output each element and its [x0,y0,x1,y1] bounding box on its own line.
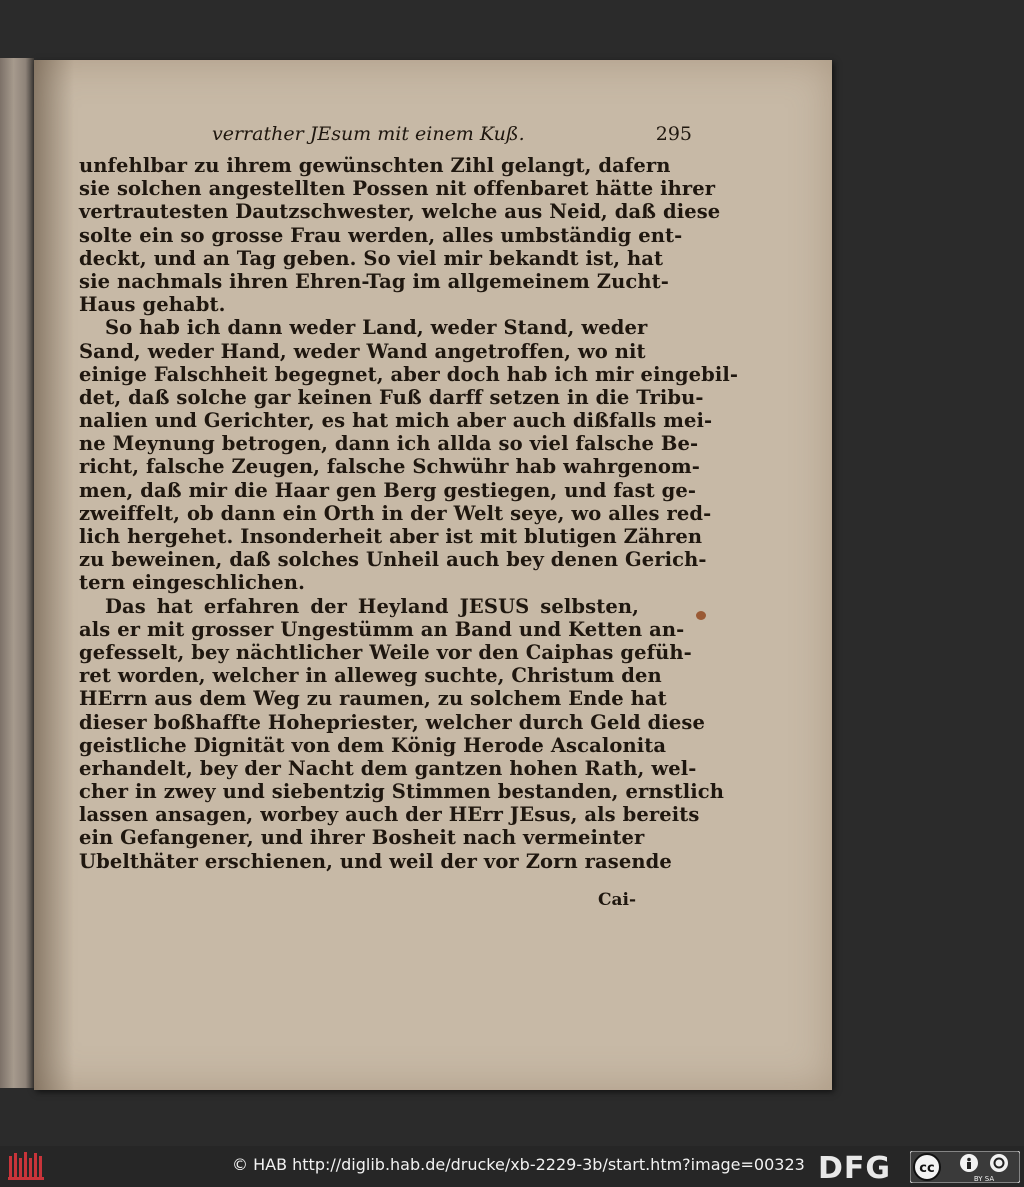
text-line: erhandelt, bey der Nacht dem gantzen hohen Rath, wel- [79,756,697,780]
text-line: gefesselt, bey nächtlicher Weile vor den Caiphas gefüh- [79,640,692,664]
text-line: Ubelthäter erschienen, und weil der vor Zorn rasende [79,849,672,873]
footer-bar [0,1146,1024,1187]
book-page [34,60,832,1090]
text-line: men, daß mir die Haar gen Berg gestiegen, und fast ge- [79,478,697,502]
text-line: cher in zwey und siebentzig Stimmen bestanden, ernstlich [79,780,725,804]
page-body-text [79,154,739,873]
running-head: verrather JEsum mit einem Kuß. [212,123,525,145]
catchword: Cai- [597,890,636,910]
text-line: So hab ich dann weder Land, weder Stand, weder [105,316,648,340]
text-line: solte ein so grosse Frau werden, alles umbständig ent- [79,223,683,247]
copyright-link[interactable]: © HAB http://diglib.hab.de/drucke/xb-2229-3b/start.htm?image=00323 [232,1155,805,1174]
text-line: zweiffelt, ob dann ein Orth in der Welt seye, wo alles red- [79,501,712,525]
facing-page-edge [0,58,34,1088]
page-number: 295 [655,123,692,145]
text-line: lich hergehet. Insonderheit aber ist mit blutigen Zähren [79,525,703,548]
text-line: einige Falschheit begegnet, aber doch hab ich mir eingebil- [79,362,739,386]
text-line: Sand, weder Hand, weder Wand angetroffen, wo nit [79,339,646,363]
text-line: sie nachmals ihren Ehren-Tag im allgemeinem Zucht- [79,269,669,293]
text-line: geistliche Dignität von dem König Herode Ascalonita [79,733,667,757]
cc-by-sa-license-icon[interactable] [910,1151,1020,1183]
text-line: deckt, und an Tag geben. So viel mir bekandt ist, hat [79,246,664,270]
paper-stain [696,611,706,620]
text-line: Das hat erfahren der Heyland JESUS selbsten, [105,594,639,618]
text-line: ne Meynung betrogen, dann ich allda so viel falsche Be- [79,432,699,456]
hab-logo-icon[interactable] [6,1150,48,1182]
text-line: Haus gehabt. [79,293,226,317]
text-line: HErrn aus dem Weg zu raumen, zu solchem Ende hat [79,687,667,711]
dfg-logo[interactable]: DFG [818,1151,892,1186]
text-line: det, daß solche gar keinen Fuß darff setzen in die Tribu- [79,385,704,409]
text-line: unfehlbar zu ihrem gewünschten Zihl gelangt, dafern [79,154,671,177]
license-badge-text: BY SA [973,1175,995,1183]
text-line: tern eingeschlichen. [79,571,305,595]
text-line: lassen ansagen, worbey auch der HErr JEsus, als bereits [79,803,700,827]
page-gutter-shadow [34,60,74,1090]
text-line: dieser boßhaffte Hohepriester, welcher durch Geld diese [79,710,705,734]
text-line: zu beweinen, daß solches Unheil auch bey denen Gerich- [79,548,707,572]
text-line: ret worden, welcher in alleweg suchte, Christum den [79,664,662,688]
page-header [172,123,692,155]
text-line: vertrautesten Dautzschwester, welche aus Neid, daß diese [79,200,721,224]
text-line: sie solchen angestellten Possen nit offenbaret hätte ihrer [79,177,716,201]
text-line: nalien und Gerichter, es hat mich aber auch dißfalls mei- [79,409,713,433]
text-line: als er mit grosser Ungestümm an Band und Ketten an- [79,617,685,641]
svg-text:cc: cc [919,1161,935,1176]
text-line: richt, falsche Zeugen, falsche Schwühr hab wahrgenom- [79,455,700,479]
text-line: ein Gefangener, und ihrer Bosheit nach vermeinter [79,826,645,850]
